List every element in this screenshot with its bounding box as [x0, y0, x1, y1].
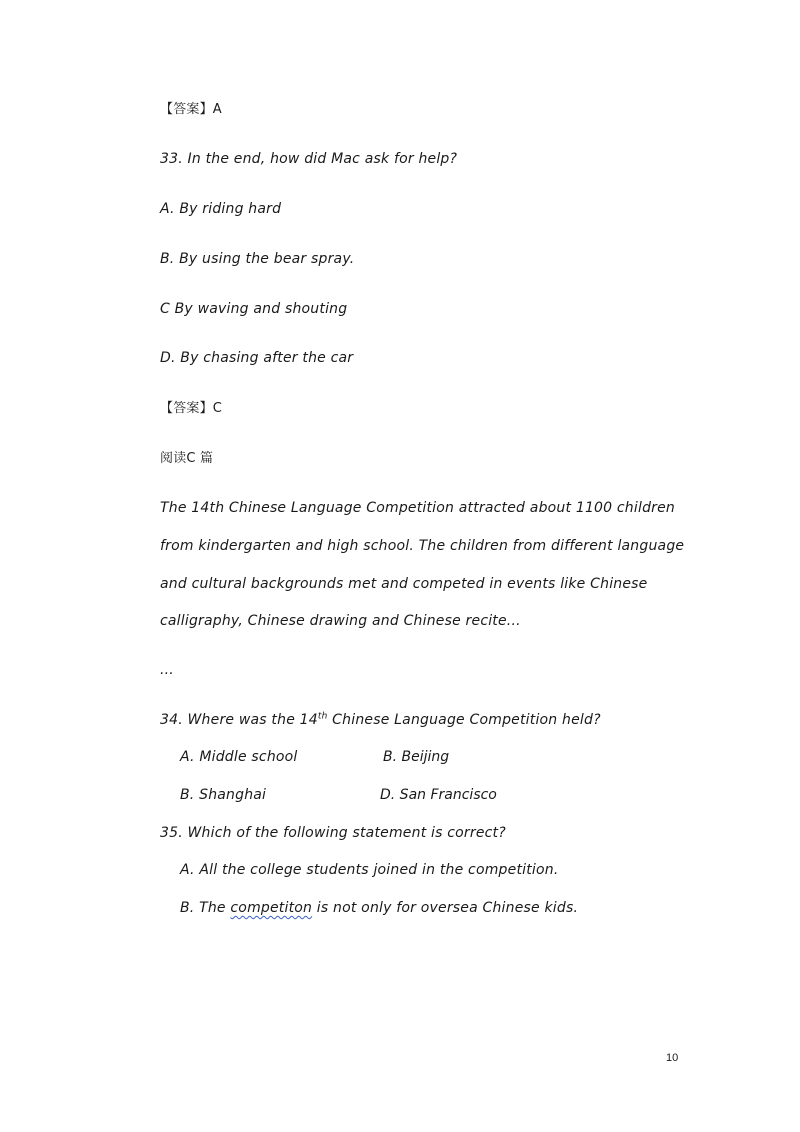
- q34-option-c: B. Shanghai: [180, 787, 267, 803]
- q35-option-b-pre: B. The: [180, 900, 231, 916]
- answer-q33: [160, 399, 222, 418]
- passage-ellipsis: ...: [160, 662, 174, 678]
- question-35: 35. Which of the following statement is correct?: [160, 825, 506, 841]
- q33-option-a: A. By riding hard: [160, 201, 282, 217]
- q35-option-b: [180, 899, 578, 917]
- misspelled-word: competiton: [230, 900, 313, 916]
- answer-q33-text: 【答案】C: [160, 401, 223, 416]
- q35-option-b-post: is not only for oversea Chinese kids.: [312, 900, 579, 916]
- passage-c-heading: [160, 449, 213, 468]
- answer-q32-text: 【答案】A: [160, 102, 222, 117]
- passage-line-4: calligraphy, Chinese drawing and Chinese recite...: [160, 613, 521, 629]
- q34-text-pre: 34. Where was the 14: [160, 712, 318, 728]
- passage-c-heading-text: 阅读C 篇: [160, 451, 214, 466]
- q33-option-d: D. By chasing after the car: [160, 350, 354, 366]
- q33-option-b: B. By using the bear spray.: [160, 251, 355, 267]
- answer-q32: [160, 100, 222, 119]
- page-number: 10: [666, 1052, 679, 1064]
- q34-superscript: th: [317, 711, 328, 722]
- passage-line-3: and cultural backgrounds met and competed in events like Chinese: [160, 576, 648, 592]
- passage-line-2: from kindergarten and high school. The children from different language: [160, 538, 685, 554]
- q34-option-a: A. Middle school: [180, 749, 298, 765]
- question-34: [160, 711, 601, 729]
- q34-option-b: B. Beijing: [383, 749, 450, 765]
- q34-text-post: Chinese Language Competition held?: [327, 712, 601, 728]
- question-33: 33. In the end, how did Mac ask for help?: [160, 151, 458, 167]
- q33-option-c: C By waving and shouting: [160, 301, 348, 317]
- q34-option-d: D. San Francisco: [380, 787, 497, 803]
- q35-option-a: A. All the college students joined in the competition.: [180, 862, 559, 878]
- passage-line-1: The 14th Chinese Language Competition attracted about 1100 children: [160, 500, 675, 516]
